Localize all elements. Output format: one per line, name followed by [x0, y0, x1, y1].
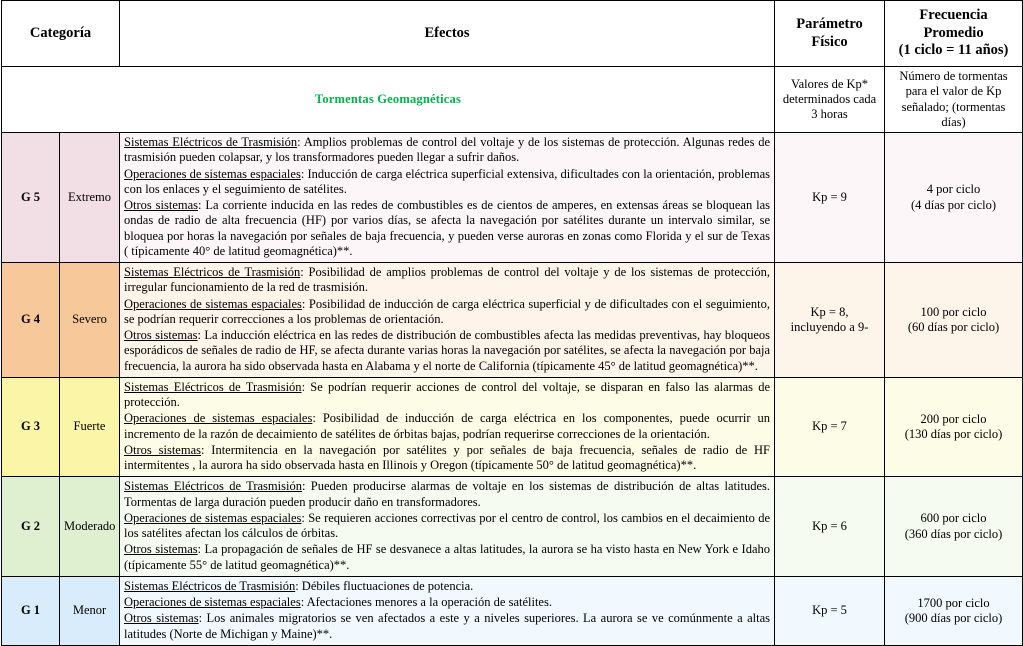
effect-label: Sistemas Eléctricos de Trasmisión — [124, 479, 302, 494]
effect-label: Otros sistemas — [124, 442, 201, 457]
effect-text: : Los animales migratorios se ven afectados a este y a niveles superiores. La aurora se ve comúnmente a altas latitudes (Norte de Michigan y Maine)**. — [124, 611, 771, 641]
header-freq-line3: (1 ciclo = 11 años) — [898, 42, 1009, 59]
header-category: Categoría — [2, 1, 120, 67]
row-physical-parameter: Kp = 9 — [775, 133, 885, 263]
header-average-frequency — [885, 1, 1023, 67]
effect-text: : Amplios problemas de control del voltaje y de los sistemas de protección. Algunas redes de trasmisión pueden colapsar, y los transformadores pueden llegar a sufrir daños. — [124, 135, 771, 165]
effect-label: Otros sistemas — [124, 542, 198, 557]
row-severity-name: Menor — [60, 576, 120, 645]
table-row — [2, 133, 1023, 263]
row-frequency: 1700 por ciclo (900 días por ciclo) — [885, 576, 1023, 645]
header-freq-line1: Frecuencia — [919, 7, 988, 23]
effect-label: Sistemas Eléctricos de Trasmisión — [124, 379, 302, 394]
effect-label: Operaciones de sistemas espaciales — [124, 166, 301, 181]
effect-paragraph — [124, 611, 770, 642]
effect-paragraph — [124, 443, 770, 474]
table-row — [2, 263, 1023, 378]
effect-text: : Posibilidad de inducción de carga eléctrica superficial y de dificultades con el seguimiento, se podrían requerir correcciones a los problemas de orientación. — [124, 296, 771, 326]
effect-label: Operaciones de sistemas espaciales — [124, 411, 313, 426]
effect-text: : Posibilidad de inducción de carga eléctrica en los componentes, puede ocurrir un incremento de la razón de decaimiento de satélites de órbitas bajas, podrían requerirse correcciones de la orientación. — [124, 411, 771, 441]
table-row — [2, 477, 1023, 577]
row-code: G 5 — [2, 133, 60, 263]
effect-paragraph — [124, 579, 770, 594]
row-physical-parameter: Kp = 5 — [775, 576, 885, 645]
effect-text: : Débiles fluctuaciones de potencia. — [295, 578, 474, 593]
row-effects — [120, 576, 775, 645]
effect-text: : La inducción eléctrica en las redes de distribución de combustibles afecta las medidas preventivas, hay bloqueos esporádicos de señales de radio de HF, se afecta durante varias horas la navegación por satélites, se afecta la navegación por baja frecuencia, la aurora ha sido observada hasta en Alabama y el norte de California (típicamente 45° de latitud geomagnética)**. — [124, 328, 771, 373]
row-severity-name: Moderado — [60, 477, 120, 577]
effect-paragraph — [124, 167, 770, 198]
row-code: G 3 — [2, 377, 60, 477]
row-severity-name: Fuerte — [60, 377, 120, 477]
table-title-row — [2, 67, 1023, 133]
row-severity-name: Extremo — [60, 133, 120, 263]
effect-paragraph — [124, 265, 770, 296]
effect-label: Otros sistemas — [124, 198, 199, 213]
effect-text: : Inducción de carga eléctrica superficial extensiva, dificultades con la orientación, problemas con los enlaces y el seguimiento de satélites. — [124, 166, 771, 196]
row-physical-parameter: Kp = 8, incluyendo a 9- — [775, 263, 885, 378]
effect-text: : Intermitencia en la navegación por satélites y por señales de baja frecuencia, señales de radio de HF intermitentes , la aurora ha sido observada hasta en Illinois y Oregon (típicamente 50° de latitud geomagnética)**. — [124, 442, 771, 473]
effect-paragraph — [124, 135, 770, 166]
geomagnetic-storm-scale-table — [1, 0, 1023, 646]
effect-paragraph — [124, 411, 770, 442]
row-physical-parameter: Kp = 7 — [775, 377, 885, 477]
header-effects: Efectos — [120, 1, 775, 67]
row-code: G 2 — [2, 477, 60, 577]
effect-paragraph — [124, 542, 770, 573]
row-effects — [120, 133, 775, 263]
row-physical-parameter: Kp = 6 — [775, 477, 885, 577]
header-physical-parameter — [775, 1, 885, 67]
effect-label: Otros sistemas — [124, 328, 198, 343]
freq-note: Número de tormentas para el valor de Kp señalado; (tormentas días) — [885, 67, 1023, 133]
table-title: Tormentas Geomagnéticas — [2, 67, 775, 133]
header-param-line1: Parámetro — [796, 15, 863, 32]
table-header-row — [2, 1, 1023, 67]
header-param-line2: Físico — [811, 33, 848, 50]
effect-text: : La propagación de señales de HF se desvanece a altas latitudes, la aurora se ha visto hasta en New York e Idaho (típicamente 55° de latitud geomagnética)**. — [124, 542, 771, 572]
row-code: G 4 — [2, 263, 60, 378]
row-effects — [120, 377, 775, 477]
effect-text: : Posibilidad de amplios problemas de control del voltaje y de los sistemas de protección, irregular funcionamiento de la red de trasmisión. — [124, 265, 771, 295]
table-row — [2, 377, 1023, 477]
effect-paragraph — [124, 297, 770, 328]
row-frequency: 200 por ciclo (130 días por ciclo) — [885, 377, 1023, 477]
effect-text: : Afectaciones menores a la operación de satélites. — [300, 595, 552, 610]
effect-paragraph — [124, 380, 770, 411]
effect-text: : Se podrían requerir acciones de control del voltaje, se disparan en falso las alarmas de protección. — [124, 379, 771, 410]
effect-text: : Pueden producirse alarmas de voltaje en los sistemas de distribución de altas latitudes. Tormentas de larga duración pueden producir daño en transformadores. — [124, 479, 771, 509]
effect-text: : La corriente inducida en las redes de combustibles es de cientos de amperes, en extensas áreas se bloquean las ondas de radio de alta frecuencia (HF) por varios días, se afecta la navegación por satélites durante un intervalo similar, se bloquea por horas la navegación por señales de baja frecuencia, y pueden verse auroras en zonas como Florida y el sur de Texas ( típicamente 40° de latitud geomagnética)**. — [124, 198, 771, 258]
row-code: G 1 — [2, 576, 60, 645]
row-effects — [120, 477, 775, 577]
effect-paragraph — [124, 595, 770, 610]
effect-label: Operaciones de sistemas espaciales — [124, 296, 302, 311]
effect-label: Operaciones de sistemas espaciales — [124, 510, 302, 525]
row-effects — [120, 263, 775, 378]
effect-text: : Se requieren acciones correctivas por el centro de control, los cambios en el decaimiento de los satélites afectan los cálculos de órbitas. — [124, 510, 771, 541]
header-freq-line2: Promedio — [923, 24, 984, 41]
row-frequency: 600 por ciclo (360 días por ciclo) — [885, 477, 1023, 577]
effect-label: Sistemas Eléctricos de Trasmisión — [124, 265, 301, 280]
effect-paragraph — [124, 198, 770, 259]
row-severity-name: Severo — [60, 263, 120, 378]
effect-label: Sistemas Eléctricos de Trasmisión — [124, 135, 298, 150]
table-row — [2, 576, 1023, 645]
effect-label: Sistemas Eléctricos de Trasmisión — [124, 578, 296, 593]
row-frequency: 100 por ciclo (60 días por ciclo) — [885, 263, 1023, 378]
effect-paragraph — [124, 511, 770, 542]
effect-label: Otros sistemas — [124, 611, 199, 626]
effect-paragraph — [124, 479, 770, 510]
effect-label: Operaciones de sistemas espaciales — [124, 595, 301, 610]
param-note: Valores de Kp* determinados cada 3 horas — [775, 67, 885, 133]
effect-paragraph — [124, 328, 770, 374]
row-frequency: 4 por ciclo (4 días por ciclo) — [885, 133, 1023, 263]
